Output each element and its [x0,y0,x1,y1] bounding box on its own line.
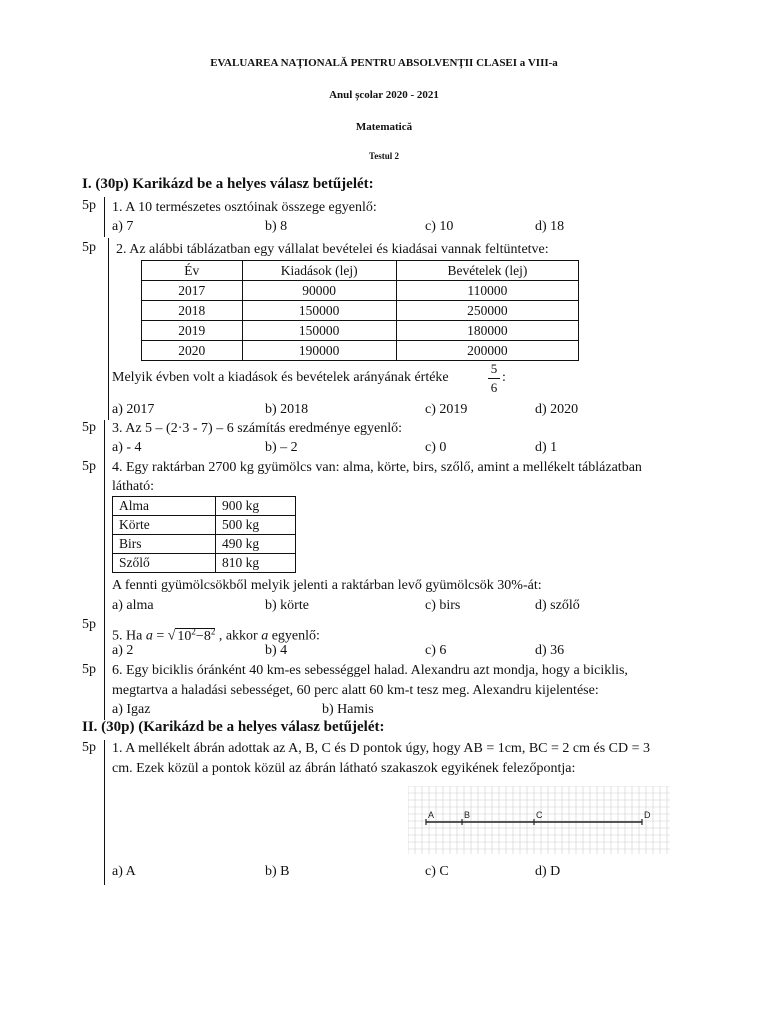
q1-option-d[interactable]: d) 18 [535,219,565,234]
s2-q1-text-line2: cm. Ezek közül a pontok közül az ábrán látható szakaszok egyikének felezőpontja: [112,761,576,776]
q5-points: 5p [82,617,96,632]
point-c-label: C [536,810,543,820]
table-row [142,281,579,301]
q5-option-a[interactable]: a) 2 [112,643,134,658]
margin-line [104,620,105,720]
cell-expenses: 190000 [242,341,396,361]
s2-q1-option-b[interactable]: b) B [265,864,290,879]
q3-option-a[interactable]: a) - 4 [112,440,142,455]
cell-year: 2019 [142,321,243,341]
cell-revenue: 180000 [396,321,578,341]
fraction-numerator: 5 [490,361,498,376]
cell-fruit: Szőlő [113,554,216,573]
table-row [113,554,296,573]
q5-option-d[interactable]: d) 36 [535,643,565,658]
q2-points: 5p [82,240,96,255]
q6-text-line1: 6. Egy biciklis óránként 40 km-es sebességgel halad. Alexandru azt mondja, hogy a biciklis, [112,663,628,678]
q1-option-a[interactable]: a) 7 [112,219,134,234]
header-revenue: Bevételek (lej) [396,261,578,281]
q4-option-b[interactable]: b) körte [265,598,309,613]
q4-option-d[interactable]: d) szőlő [535,598,580,613]
fraction-colon: : [502,370,506,385]
exam-title: EVALUAREA NAȚIONALĂ PENTRU ABSOLVENȚII CLASEI a VIII-a [210,57,558,69]
q4-points: 5p [82,459,96,474]
q3-points: 5p [82,420,96,435]
q3-text: 3. Az 5 – (2·3 - 7) – 6 számítás eredménye egyenlő: [112,421,403,436]
cell-weight: 490 kg [216,535,296,554]
q5-radicand: $10^2-8^2$ [177,626,216,644]
table-row [142,341,579,361]
cell-expenses: 90000 [242,281,396,301]
q5-end: egyenlő: [271,628,320,644]
q4-option-a[interactable]: a) alma [112,598,154,613]
q2-option-d[interactable]: d) 2020 [535,402,579,417]
table-row [113,497,296,516]
s2-q1-option-a[interactable]: a) A [112,864,136,879]
q6-text-line2: megtartva a haladási sebességet, 60 perc alatt 60 km-t tesz meg. Alexandru kijelentése: [112,683,599,698]
margin-line [104,197,105,237]
q1-option-c[interactable]: c) 10 [425,219,454,234]
school-year: Anul școlar 2020 - 2021 [329,89,439,101]
q3-option-c[interactable]: c) 0 [425,440,447,455]
cell-weight: 500 kg [216,516,296,535]
header-year: Év [142,261,243,281]
cell-year: 2017 [142,281,243,301]
cell-fruit: Alma [113,497,216,516]
revenue-table [141,260,579,361]
fraction-denominator: 6 [490,380,498,395]
s2-q1-option-d[interactable]: d) D [535,864,561,879]
q4-text-line1: 4. Egy raktárban 2700 kg gyümölcs van: alma, körte, birs, szőlő, amint a mellékelt táblázatban [112,460,642,475]
margin-line [104,420,105,620]
cell-revenue: 200000 [396,341,578,361]
section-2-title: II. (30p) (Karikázd be a helyes válasz betűjelét: [82,719,385,735]
cell-revenue: 250000 [396,301,578,321]
q3-option-b[interactable]: b) – 2 [265,440,298,455]
margin-line [104,740,105,885]
q1-text: 1. A 10 természetes osztóinak összege egyenlő: [112,200,377,215]
cell-weight: 810 kg [216,554,296,573]
point-a-label: A [428,810,435,820]
cell-year: 2020 [142,341,243,361]
cell-expenses: 150000 [242,321,396,341]
sqrt-icon: √ [167,628,176,644]
q4-question: A fennti gyümölcsökből melyik jelenti a raktárban levő gyümölcsök 30%-át: [112,578,542,593]
subject: Matematică [355,121,413,133]
q6-points: 5p [82,662,96,677]
cell-year: 2018 [142,301,243,321]
grid [408,786,670,854]
q2-text: 2. Az alábbi táblázatban egy vállalat bevételei és kiadásai vannak feltüntetve: [116,242,549,257]
point-d-label: D [644,810,651,820]
q5-option-b[interactable]: b) 4 [265,643,288,658]
s2-q1-text-line1: 1. A mellékelt ábrán adottak az A, B, C és D pontok úgy, hogy AB = 1cm, BC = 2 cm és CD = 3 [112,741,651,756]
q4-text-line2: látható: [112,479,154,494]
cell-fruit: Körte [113,516,216,535]
q5-formula [112,623,320,645]
q2-option-b[interactable]: b) 2018 [265,402,309,417]
table-row [113,535,296,554]
table-row [113,516,296,535]
q5-option-c[interactable]: c) 6 [425,643,447,658]
s2-q1-option-c[interactable]: c) C [425,864,449,879]
q5-variable-2: a [261,628,269,644]
segment-diagram [408,786,670,854]
cell-revenue: 110000 [396,281,578,301]
q5-equals: = [156,628,165,644]
q2-option-a[interactable]: a) 2017 [112,402,155,417]
q6-option-b[interactable]: b) Hamis [322,702,374,717]
table-row [142,321,579,341]
q2-question: Melyik évben volt a kiadások és bevételek arányának értéke [112,370,449,385]
fraction-bar [488,378,500,379]
test-number: Testul 2 [369,151,399,161]
fruit-table [112,496,296,573]
q1-points: 5p [82,198,96,213]
table-row [142,301,579,321]
table-header-row [142,261,579,281]
q6-option-a[interactable]: a) Igaz [112,702,151,717]
q5-variable: a [145,628,153,644]
point-b-label: B [464,810,471,820]
header-expenses: Kiadások (lej) [242,261,396,281]
margin-line [108,238,109,420]
q1-option-b[interactable]: b) 8 [265,219,288,234]
q5-prefix: 5. Ha [112,628,143,644]
cell-weight: 900 kg [216,497,296,516]
cell-expenses: 150000 [242,301,396,321]
cell-fruit: Birs [113,535,216,554]
q4-option-c[interactable]: c) birs [425,598,461,613]
q3-option-d[interactable]: d) 1 [535,440,558,455]
section-1-title: I. (30p) Karikázd be a helyes válasz betűjelét: [82,176,374,192]
s2-q1-points: 5p [82,740,96,755]
q5-suffix: , akkor [218,628,258,644]
q2-option-c[interactable]: c) 2019 [425,402,468,417]
